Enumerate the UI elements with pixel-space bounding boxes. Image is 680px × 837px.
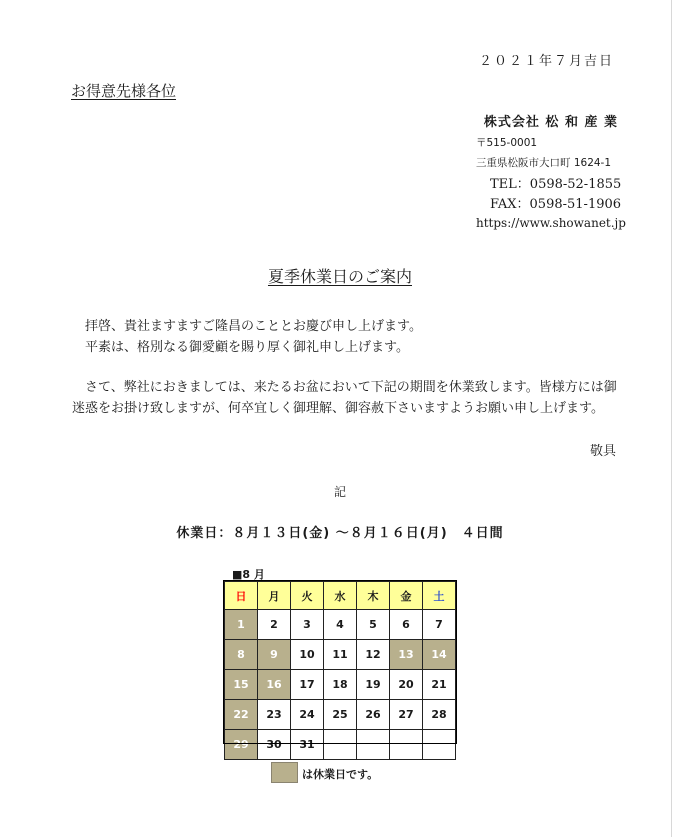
- calendar-month-label: ■8 月: [232, 568, 265, 581]
- calendar-day-cell: 19: [357, 670, 390, 700]
- calendar-holiday-cell: 9: [258, 640, 291, 670]
- calendar-day-cell: 11: [324, 640, 357, 670]
- calendar-day-cell: 10: [291, 640, 324, 670]
- calendar-day-cell: 25: [324, 700, 357, 730]
- weekday-header: 水: [324, 582, 357, 610]
- calendar-week-row: [225, 700, 456, 730]
- letter-date: ２０２１年７月吉日: [478, 54, 614, 69]
- calendar-day-cell: 20: [390, 670, 423, 700]
- calendar-holiday-cell: 15: [225, 670, 258, 700]
- calendar-day-cell: 27: [390, 700, 423, 730]
- sender-postal: 〒515-0001: [476, 137, 538, 149]
- closing-word: 敬具: [589, 444, 616, 459]
- holiday-period: 休業日：８月１３日(金) 〜８月１６日(月) ４日間: [176, 526, 504, 541]
- ki-heading: 記: [333, 485, 346, 499]
- holiday-calendar: [224, 581, 456, 760]
- calendar-holiday-cell: 8: [225, 640, 258, 670]
- weekday-header: 火: [291, 582, 324, 610]
- body-paragraph-2: 平素は、格別なる御愛顧を賜り厚く御礼申し上げます。: [85, 340, 409, 355]
- legend-swatch: [271, 762, 298, 783]
- legend-text: は休業日です。: [302, 768, 379, 781]
- calendar-empty-cell: [357, 730, 390, 760]
- sender-fax: FAX：0598-51-1906: [490, 197, 622, 212]
- calendar-week-row: [225, 610, 456, 640]
- calendar-day-cell: 7: [423, 610, 456, 640]
- calendar-day-cell: 26: [357, 700, 390, 730]
- letter-title: 夏季休業日のご案内: [267, 267, 412, 286]
- calendar-holiday-cell: 16: [258, 670, 291, 700]
- sender-address: 三重県松阪市大口町 1624-1: [476, 157, 612, 169]
- calendar-day-cell: 18: [324, 670, 357, 700]
- calendar-day-cell: 6: [390, 610, 423, 640]
- sender-tel: TEL：0598-52-1855: [490, 177, 622, 192]
- calendar-day-cell: 3: [291, 610, 324, 640]
- weekday-header: 土: [423, 582, 456, 610]
- calendar-week-row: [225, 670, 456, 700]
- calendar-holiday-cell: 14: [423, 640, 456, 670]
- body-paragraph-1: 拝啓、貴社ますますご隆昌のこととお慶び申し上げます。: [85, 319, 422, 334]
- weekday-header: 金: [390, 582, 423, 610]
- calendar-empty-cell: [390, 730, 423, 760]
- calendar-holiday-cell: 1: [225, 610, 258, 640]
- weekday-header: 月: [258, 582, 291, 610]
- recipient: お得意先様各位: [71, 82, 177, 100]
- calendar-day-cell: 4: [324, 610, 357, 640]
- calendar-week-row: [225, 640, 456, 670]
- calendar-day-cell: 31: [291, 730, 324, 760]
- sender-company: 株式会社 松 和 産 業: [483, 115, 618, 130]
- calendar-day-cell: 12: [357, 640, 390, 670]
- calendar-day-cell: 24: [291, 700, 324, 730]
- calendar-holiday-cell: 22: [225, 700, 258, 730]
- calendar-week-row: [225, 730, 456, 760]
- calendar-day-cell: 28: [423, 700, 456, 730]
- calendar-empty-cell: [324, 730, 357, 760]
- page-border: [671, 0, 672, 837]
- calendar-empty-cell: [423, 730, 456, 760]
- weekday-header: 木: [357, 582, 390, 610]
- calendar-day-cell: 5: [357, 610, 390, 640]
- body-paragraph-3: さて、弊社におきましては、来たるお盆において下記の期間を休業致します。皆様方には御迷惑をお掛け致しますが、何卒宜しく御理解、御容赦下さいますようお願い申し上げます。: [72, 380, 617, 416]
- calendar-holiday-cell: 29: [225, 730, 258, 760]
- weekday-header: 日: [225, 582, 258, 610]
- calendar-day-cell: 2: [258, 610, 291, 640]
- calendar-day-cell: 23: [258, 700, 291, 730]
- calendar-holiday-cell: 13: [390, 640, 423, 670]
- sender-url: https://www.showanet.jp: [476, 216, 626, 230]
- calendar-day-cell: 21: [423, 670, 456, 700]
- letter-title-row: [0, 264, 680, 287]
- calendar-day-cell: 30: [258, 730, 291, 760]
- calendar-header-row: [225, 582, 456, 610]
- calendar-day-cell: 17: [291, 670, 324, 700]
